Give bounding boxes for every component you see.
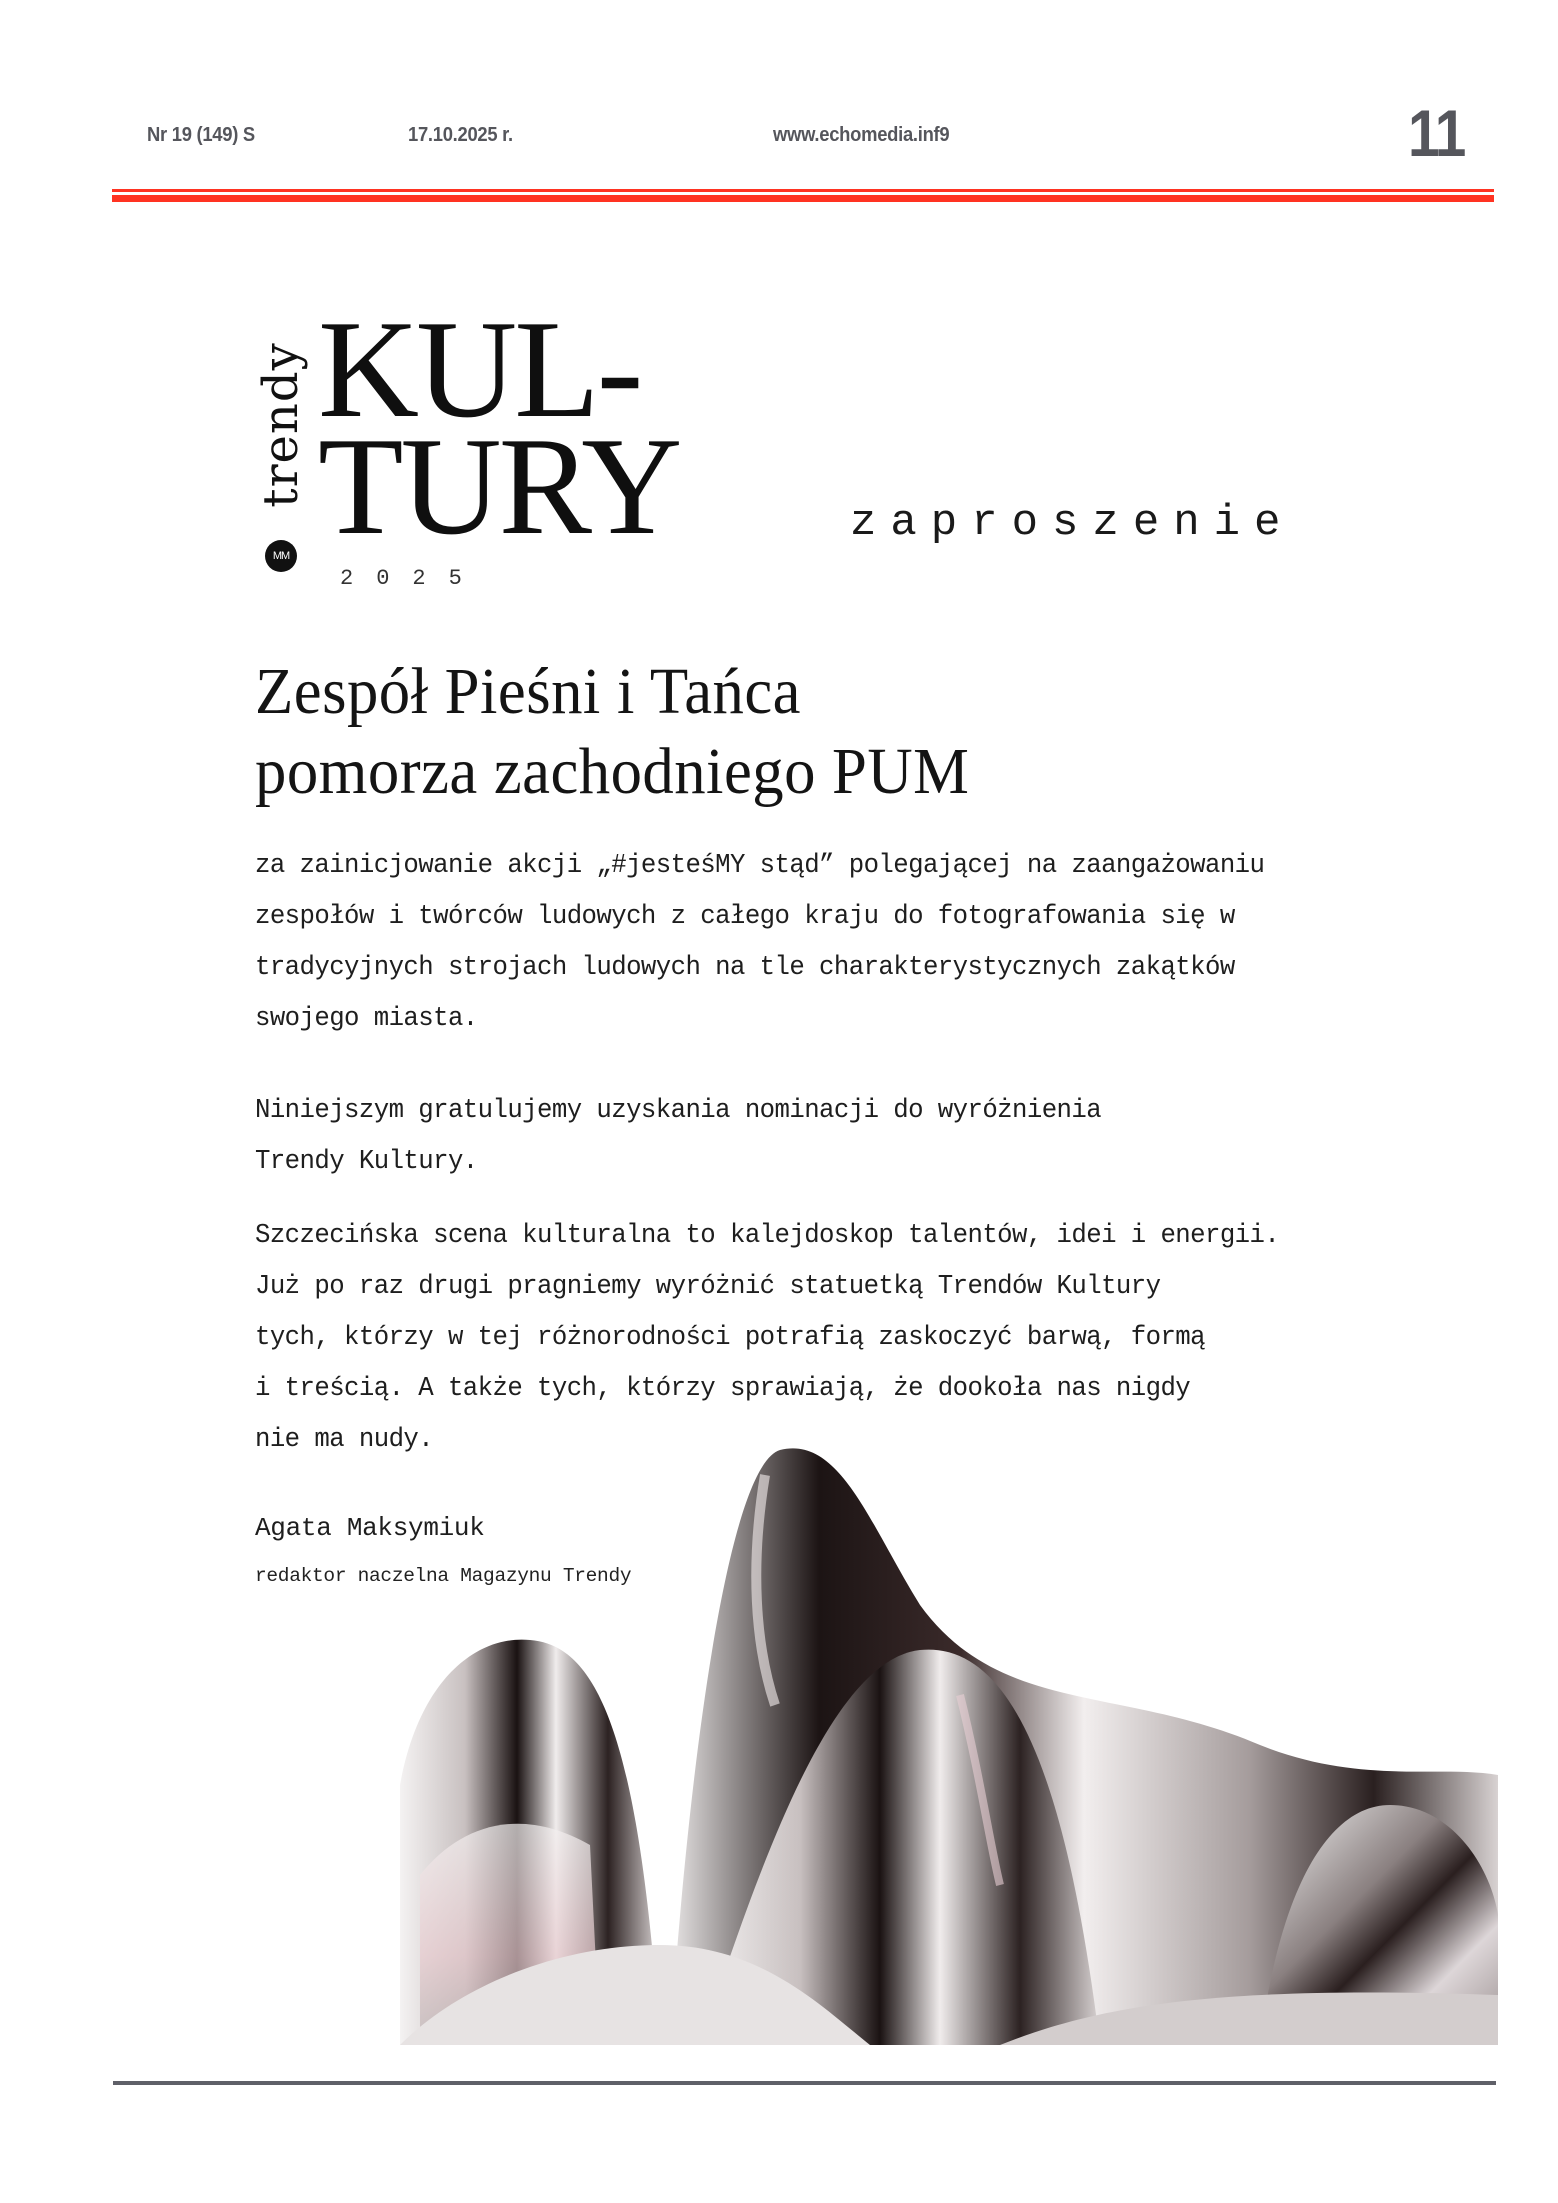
logo-title-line2: TURY bbox=[318, 409, 680, 564]
paragraph-nomination-reason bbox=[255, 840, 1264, 1044]
body-line: Trendy Kultury. bbox=[255, 1146, 478, 1176]
headline-line1: Zespół Pieśni i Tańca bbox=[255, 655, 801, 728]
invitation-label: zaproszenie bbox=[850, 498, 1295, 548]
header-rule-thin bbox=[112, 189, 1494, 192]
header-rule-thick bbox=[112, 195, 1494, 202]
issue-date: 17.10.2025 r. bbox=[408, 124, 513, 146]
body-line: swojego miasta. bbox=[255, 1003, 478, 1033]
body-line: nie ma nudy. bbox=[255, 1424, 434, 1454]
body-line: i treścią. A także tych, którzy sprawiają, że dookoła nas nigdy bbox=[255, 1373, 1191, 1403]
body-line: Już po raz drugi pragniemy wyróżnić statuetką Trendów Kultury bbox=[255, 1271, 1161, 1301]
body-line: tradycyjnych strojach ludowych na tle charakterystycznych zakątków bbox=[255, 952, 1235, 982]
paragraph-description bbox=[255, 1210, 1279, 1465]
paragraph-congratulations bbox=[255, 1085, 1101, 1187]
chrome-sculpture-image bbox=[400, 1445, 1498, 2045]
headline bbox=[255, 652, 969, 812]
logo-brand-vertical: trendy bbox=[253, 342, 309, 508]
body-line: zespołów i twórców ludowych z całego kraju do fotografowania się w bbox=[255, 901, 1235, 931]
body-line: tych, którzy w tej różnorodności potrafią zaskoczyć barwą, formą bbox=[255, 1322, 1205, 1352]
logo-title-line1: KUL- bbox=[318, 292, 641, 447]
headline-line2: pomorza zachodniego PUM bbox=[255, 735, 970, 808]
body-line: za zainicjowanie akcji „#jesteśMY stąd” polegającej na zaangażowaniu bbox=[255, 850, 1265, 880]
footer-rule bbox=[113, 2081, 1496, 2085]
logo-year: 2025 bbox=[340, 566, 485, 591]
website-link[interactable]: www.echomedia.inf9 bbox=[773, 124, 950, 146]
brand-mark-icon: MM bbox=[265, 540, 297, 572]
signature-name: Agata Maksymiuk bbox=[255, 1513, 485, 1543]
page-number: 11 bbox=[1408, 96, 1465, 170]
signature-title: redaktor naczelna Magazynu Trendy bbox=[255, 1565, 632, 1587]
body-line: Niniejszym gratulujemy uzyskania nominacji do wyróżnienia bbox=[255, 1095, 1102, 1125]
body-line: Szczecińska scena kulturalna to kalejdoskop talentów, idei i energii. bbox=[255, 1220, 1280, 1250]
issue-number: Nr 19 (149) S bbox=[147, 124, 255, 146]
